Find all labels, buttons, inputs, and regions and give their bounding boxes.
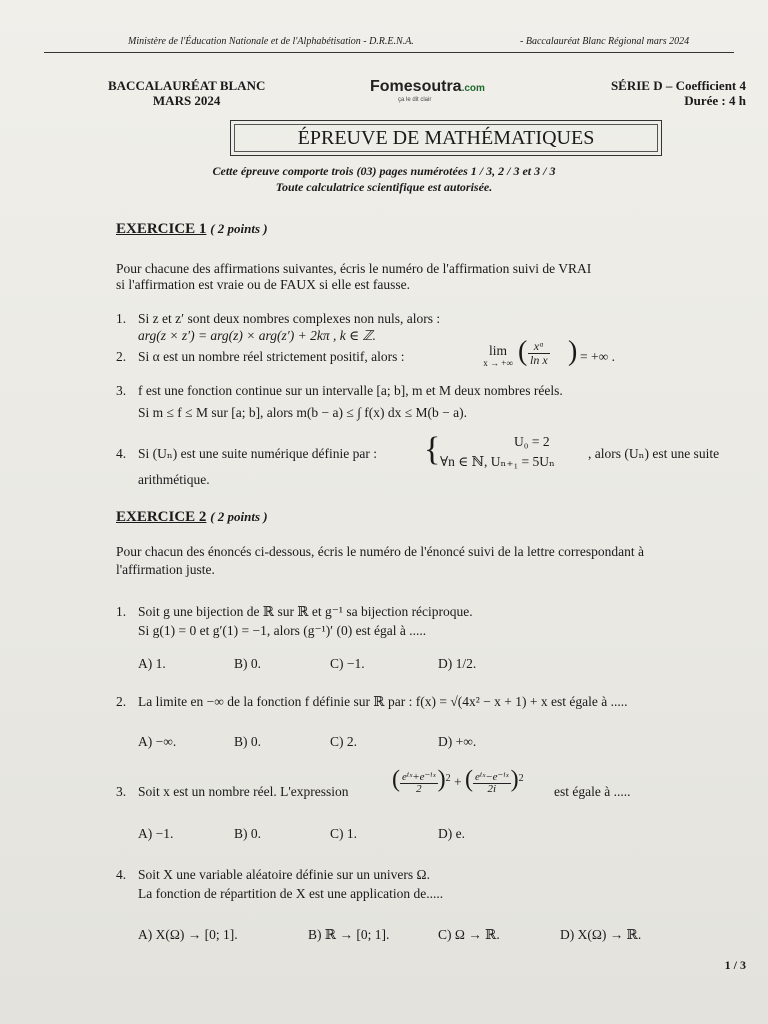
q2-choice-c: C) 2. [330,734,357,749]
exercise-2-heading [116,509,268,526]
duration: Durée : 4 h [684,93,746,108]
question-2-text: La limite en −∞ de la fonction f définie sur ℝ par : f(x) = √(4x² − x + 1) + x est égale à ..... [138,694,628,709]
limit-numerator: xᵅ [528,340,550,354]
exercise-2-instruction-1: Pour chacun des énoncés ci-dessous, écris le numéro de l'énoncé suivi de la lettre correspondant à [116,544,644,559]
logo-domain: .com [461,83,485,94]
q2-choice-b: B) 0. [234,734,261,749]
intro-pages: Cette épreuve comporte trois (03) pages numérotées 1 / 3, 2 / 3 et 3 / 3 [212,164,556,178]
exercise-1-instruction-2: si l'affirmation est vraie ou de FAUX si elle est fausse. [116,277,410,292]
q4-choice-a: A) X(Ω) → [0; 1]. [138,927,238,942]
exercise-2-instruction-2: l'affirmation juste. [116,562,215,577]
limit-subscript: x → +∞ [483,358,513,368]
affirmation-4-text: Si (Uₙ) est une suite numérique définie par : [138,446,378,461]
affirmation-2-result: = +∞ . [580,349,615,364]
q3-expression: ( $\frac{\text{eⁱˣ+e⁻ⁱˣ}}{2}$ )$^2$ + ( $\frac{\text{eⁱˣ−e⁻ⁱˣ}}{2i}$ )$^2$ [392,766,524,795]
question-3-text: Soit x est un nombre réel. L'expression [138,784,349,799]
affirmation-3-line-1: f est une fonction continue sur un intervalle [a; b], m et M deux nombres réels. [138,383,563,398]
exam-type-block [108,78,265,108]
question-4-line-1: Soit X une variable aléatoire définie sur un univers Ω. [138,867,430,882]
item-number-2: 2. [116,349,127,364]
limit-operator [478,342,518,368]
exercise-2-title: EXERCICE 2 [116,509,207,525]
exercise-1-heading [116,221,268,238]
q1-choice-b: B) 0. [234,656,261,671]
q3-choice-d: D) e. [438,826,465,841]
exercise-1-points: ( 2 points ) [210,221,268,236]
q4-choice-b: B) ℝ → [0; 1]. [308,927,390,942]
limit-lim: lim [488,343,507,358]
system-brace: { [424,431,441,468]
question-number-1: 1. [116,604,127,619]
affirmation-2-text: Si α est un nombre réel strictement positif, alors : [138,349,405,364]
logo-text: Fomesoutra [370,78,462,95]
system-line-2: ∀n ∈ ℕ, Uₙ₊₁ = 5Uₙ [440,454,555,469]
question-4-line-2: La fonction de répartition de X est une application de..... [138,886,444,901]
question-1-line-1: Soit g une bijection de ℝ sur ℝ et g⁻¹ sa bijection réciproque. [138,604,473,619]
ministry-header: Ministère de l'Éducation Nationale et de l'Alphabétisation - D.R.E.N.A. [128,36,414,47]
exam-title: ÉPREUVE DE MATHÉMATIQUES [234,124,658,152]
q3-fraction-2-den: 2i [487,782,497,795]
affirmation-1-line-1: Si z et z′ sont deux nombres complexes non nuls, alors : [138,311,441,326]
question-number-3: 3. [116,784,127,799]
q2-choice-d: D) +∞. [438,734,477,749]
intro-calculator: Toute calculatrice scientifique est autorisée. [275,180,493,194]
page-number: 1 / 3 [724,958,746,972]
left-paren: ( [518,336,528,367]
exam-date: MARS 2024 [152,93,221,108]
q3-fraction-1-num: eⁱˣ+e⁻ⁱˣ [402,770,436,783]
q1-choice-a: A) 1. [138,656,166,671]
item-number-3: 3. [116,383,127,398]
title-frame [230,120,662,156]
limit-denominator: ln x [530,353,548,367]
q4-choice-c: C) Ω → ℝ. [438,927,500,942]
question-1-line-2: Si g(1) = 0 et g′(1) = −1, alors (g⁻¹)′ (0) est égal à ..... [138,623,427,638]
q4-choice-d: D) X(Ω) → ℝ. [560,927,642,942]
q1-choice-c: C) −1. [330,656,365,671]
item-number-1: 1. [116,311,127,326]
question-number-4: 4. [116,867,127,882]
affirmation-4-line-2: arithmétique. [138,472,210,487]
q3-choice-c: C) 1. [330,826,357,841]
exercise-1-instruction-1: Pour chacune des affirmations suivantes, écris le numéro de l'affirmation suivi de VRAI [116,261,592,276]
affirmation-3-line-2: Si m ≤ f ≤ M sur [a; b], alors m(b − a) ≤ ∫ f(x) dx ≤ M(b − a). [138,405,468,420]
q2-choice-a: A) −∞. [138,734,177,749]
affirmation-4-post: , alors (Uₙ) est une suite [588,446,720,461]
limit-fraction [528,340,550,367]
question-3-post: est égale à ..... [554,784,631,799]
exam-type: BACCALAURÉAT BLANC [108,78,266,93]
fomesoutra-logo [370,78,485,96]
header-divider [44,52,734,53]
affirmation-1-line-2: arg(z × z′) = arg(z) × arg(z′) + 2kπ , k ∈ ℤ. [138,328,376,343]
q1-choice-d: D) 1/2. [438,656,477,671]
item-number-4: 4. [116,446,127,461]
system-line-1: U₀ = 2 [514,434,550,449]
exercise-1-title: EXERCICE 1 [116,221,207,237]
logo-tagline: ça le dit clair [398,97,432,103]
q3-fraction-1-den: 2 [416,782,422,795]
exercise-2-points: ( 2 points ) [210,509,268,524]
q3-choice-b: B) 0. [234,826,261,841]
question-number-2: 2. [116,694,127,709]
series-coefficient: SÉRIE D – Coefficient 4 [610,78,746,93]
bac-regional-header: - Baccalauréat Blanc Régional mars 2024 [520,36,690,47]
series-block [611,78,746,108]
q3-fraction-2-num: eⁱˣ−e⁻ⁱˣ [475,770,509,783]
q3-choice-a: A) −1. [138,826,174,841]
right-paren: ) [568,336,578,367]
